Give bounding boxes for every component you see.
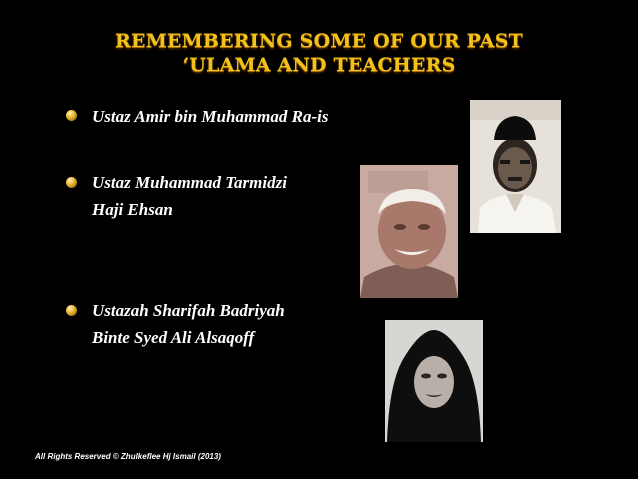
teacher-name-1 <box>92 103 329 130</box>
teacher-photo-2 <box>360 165 458 298</box>
teacher-name-3-line2: Binte Syed Ali Alsaqoff <box>92 328 255 347</box>
slide-title-line2: ‘ULAMA AND TEACHERS <box>182 54 456 76</box>
teacher-photo-1 <box>470 100 561 233</box>
copyright-footer: All Rights Reserved © Zhulkeflee Hj Ismail (2013) <box>35 452 221 461</box>
teacher-photo-3 <box>385 320 483 442</box>
bullet-icon <box>66 305 77 316</box>
bullet-icon <box>66 110 77 121</box>
slide-title-line1: REMEMBERING SOME OF OUR PAST <box>115 30 523 52</box>
teacher-name-1-line1: Ustaz Amir bin Muhammad Ra-is <box>92 107 329 126</box>
teacher-name-2-line2: Haji Ehsan <box>92 200 173 219</box>
teacher-name-2 <box>92 169 287 223</box>
teacher-name-2-line1: Ustaz Muhammad Tarmidzi <box>92 173 287 192</box>
teacher-name-3-line1: Ustazah Sharifah Badriyah <box>92 301 285 320</box>
teacher-name-3 <box>92 297 285 351</box>
bullet-icon <box>66 177 77 188</box>
